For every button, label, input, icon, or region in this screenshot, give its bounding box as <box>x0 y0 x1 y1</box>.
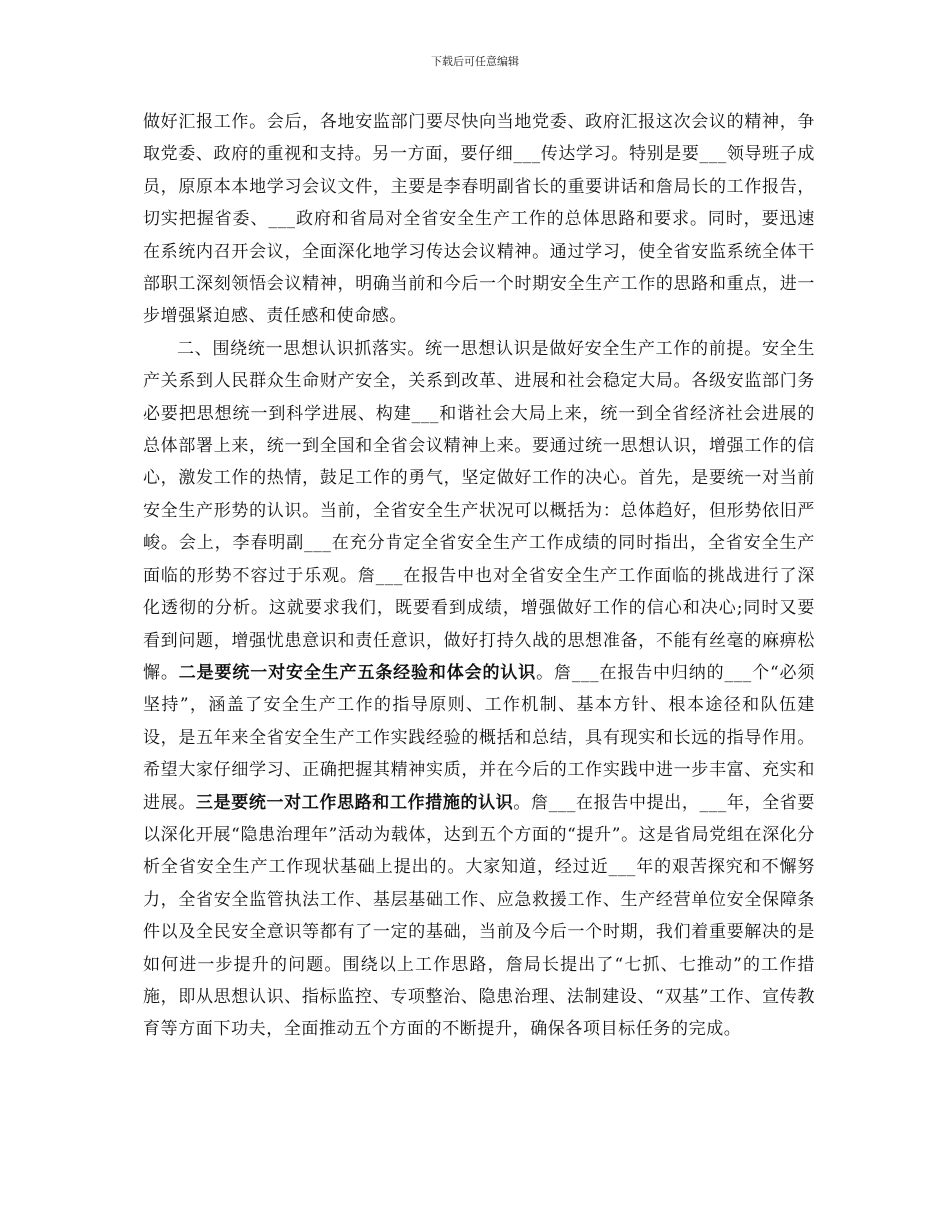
document-body <box>143 106 815 1046</box>
text-run: 。詹___在报告中提出，___年，全省要以深化开展“隐患治理年”活动为载体，达到五个方面的“提升”。这是省局党组在深化分析全省安全生产工作现状基础上提出的。大家知道，经过近___年的艰苦探究和不懈努力，全省安全监管执法工作、基层基础工作、应急救援工作、生产经营单位安全保障条件以及全民安全意识等都有了一定的基础，当前及今后一个时期，我们着重要解决的是如何进一步提升的问题。围绕以上工作思路，詹局长提出了“七抓、七推动”的工作措施，即从思想认识、指标监控、专项整治、隐患治理、法制建设、“双基”工作、宣传教育等方面下功夫，全面推动五个方面的不断提升，确保各项目标任务的完成。 <box>143 792 815 1040</box>
text-run: 二、围绕统一思想认识抓落实。统一思想认识是做好安全生产工作的前提。安全生产关系到人民群众生命财产安全，关系到改革、进展和社会稳定大局。各级安监部门务必要把思想统一到科学进展、构建___和谐社会大局上来，统一到全省经济社会进展的总体部署上来，统一到全国和全省会议精神上来。要通过统一思想认识，增强工作的信心，激发工作的热情，鼓足工作的勇气，坚定做好工作的决心。首先，是要统一对当前安全生产形势的认识。当前，全省安全生产状况可以概括为：总体趋好，但形势依旧严峻。会上，李春明副___在充分肯定全省安全生产工作成绩的同时指出，全省安全生产面临的形势不容过于乐观。詹___在报告中也对全省安全生产工作面临的挑战进行了深化透彻的分析。这就要求我们，既要看到成绩，增强做好工作的信心和决心;同时又要看到问题，增强忧患意识和责任意识，做好打持久战的思想准备，不能有丝毫的麻痹松懈。 <box>143 338 815 683</box>
page-header: 下载后可任意编辑 <box>431 55 519 68</box>
text-run: 做好汇报工作。会后，各地安监部门要尽快向当地党委、政府汇报这次会议的精神，争取党委、政府的重视和支持。另一方面，要仔细___传达学习。特别是要___领导班子成员，原原本本地学习会议文件，主要是李春明副省长的重要讲话和詹局长的工作报告，切实把握省委、___政府和省局对全省安全生产工作的总体思路和要求。同时，要迅速在系统内召开会议，全面深化地学习传达会议精神。通过学习，使全省安监系统全体干部职工深刻领悟会议精神，明确当前和今后一个时期安全生产工作的思路和重点，进一步增强紧迫感、责任感和使命感。 <box>143 112 815 327</box>
bold-heading-3: 三是要统一对工作思路和工作措施的认识 <box>195 792 514 813</box>
bold-heading-2: 二是要统一对安全生产五条经验和体会的认识 <box>178 662 537 683</box>
paragraph-1 <box>143 106 815 333</box>
paragraph-2 <box>143 333 815 1046</box>
text-run: 。詹___在报告中归纳的___个“必须坚持”，涵盖了安全生产工作的指导原则、工作机制、基本方针、根本途径和队伍建设，是五年来全省安全生产工作实践经验的概括和总结，具有现实和长远的指导作用。希望大家仔细学习、正确把握其精神实质，并在今后的工作实践中进一步丰富、充实和进展。 <box>143 662 816 813</box>
